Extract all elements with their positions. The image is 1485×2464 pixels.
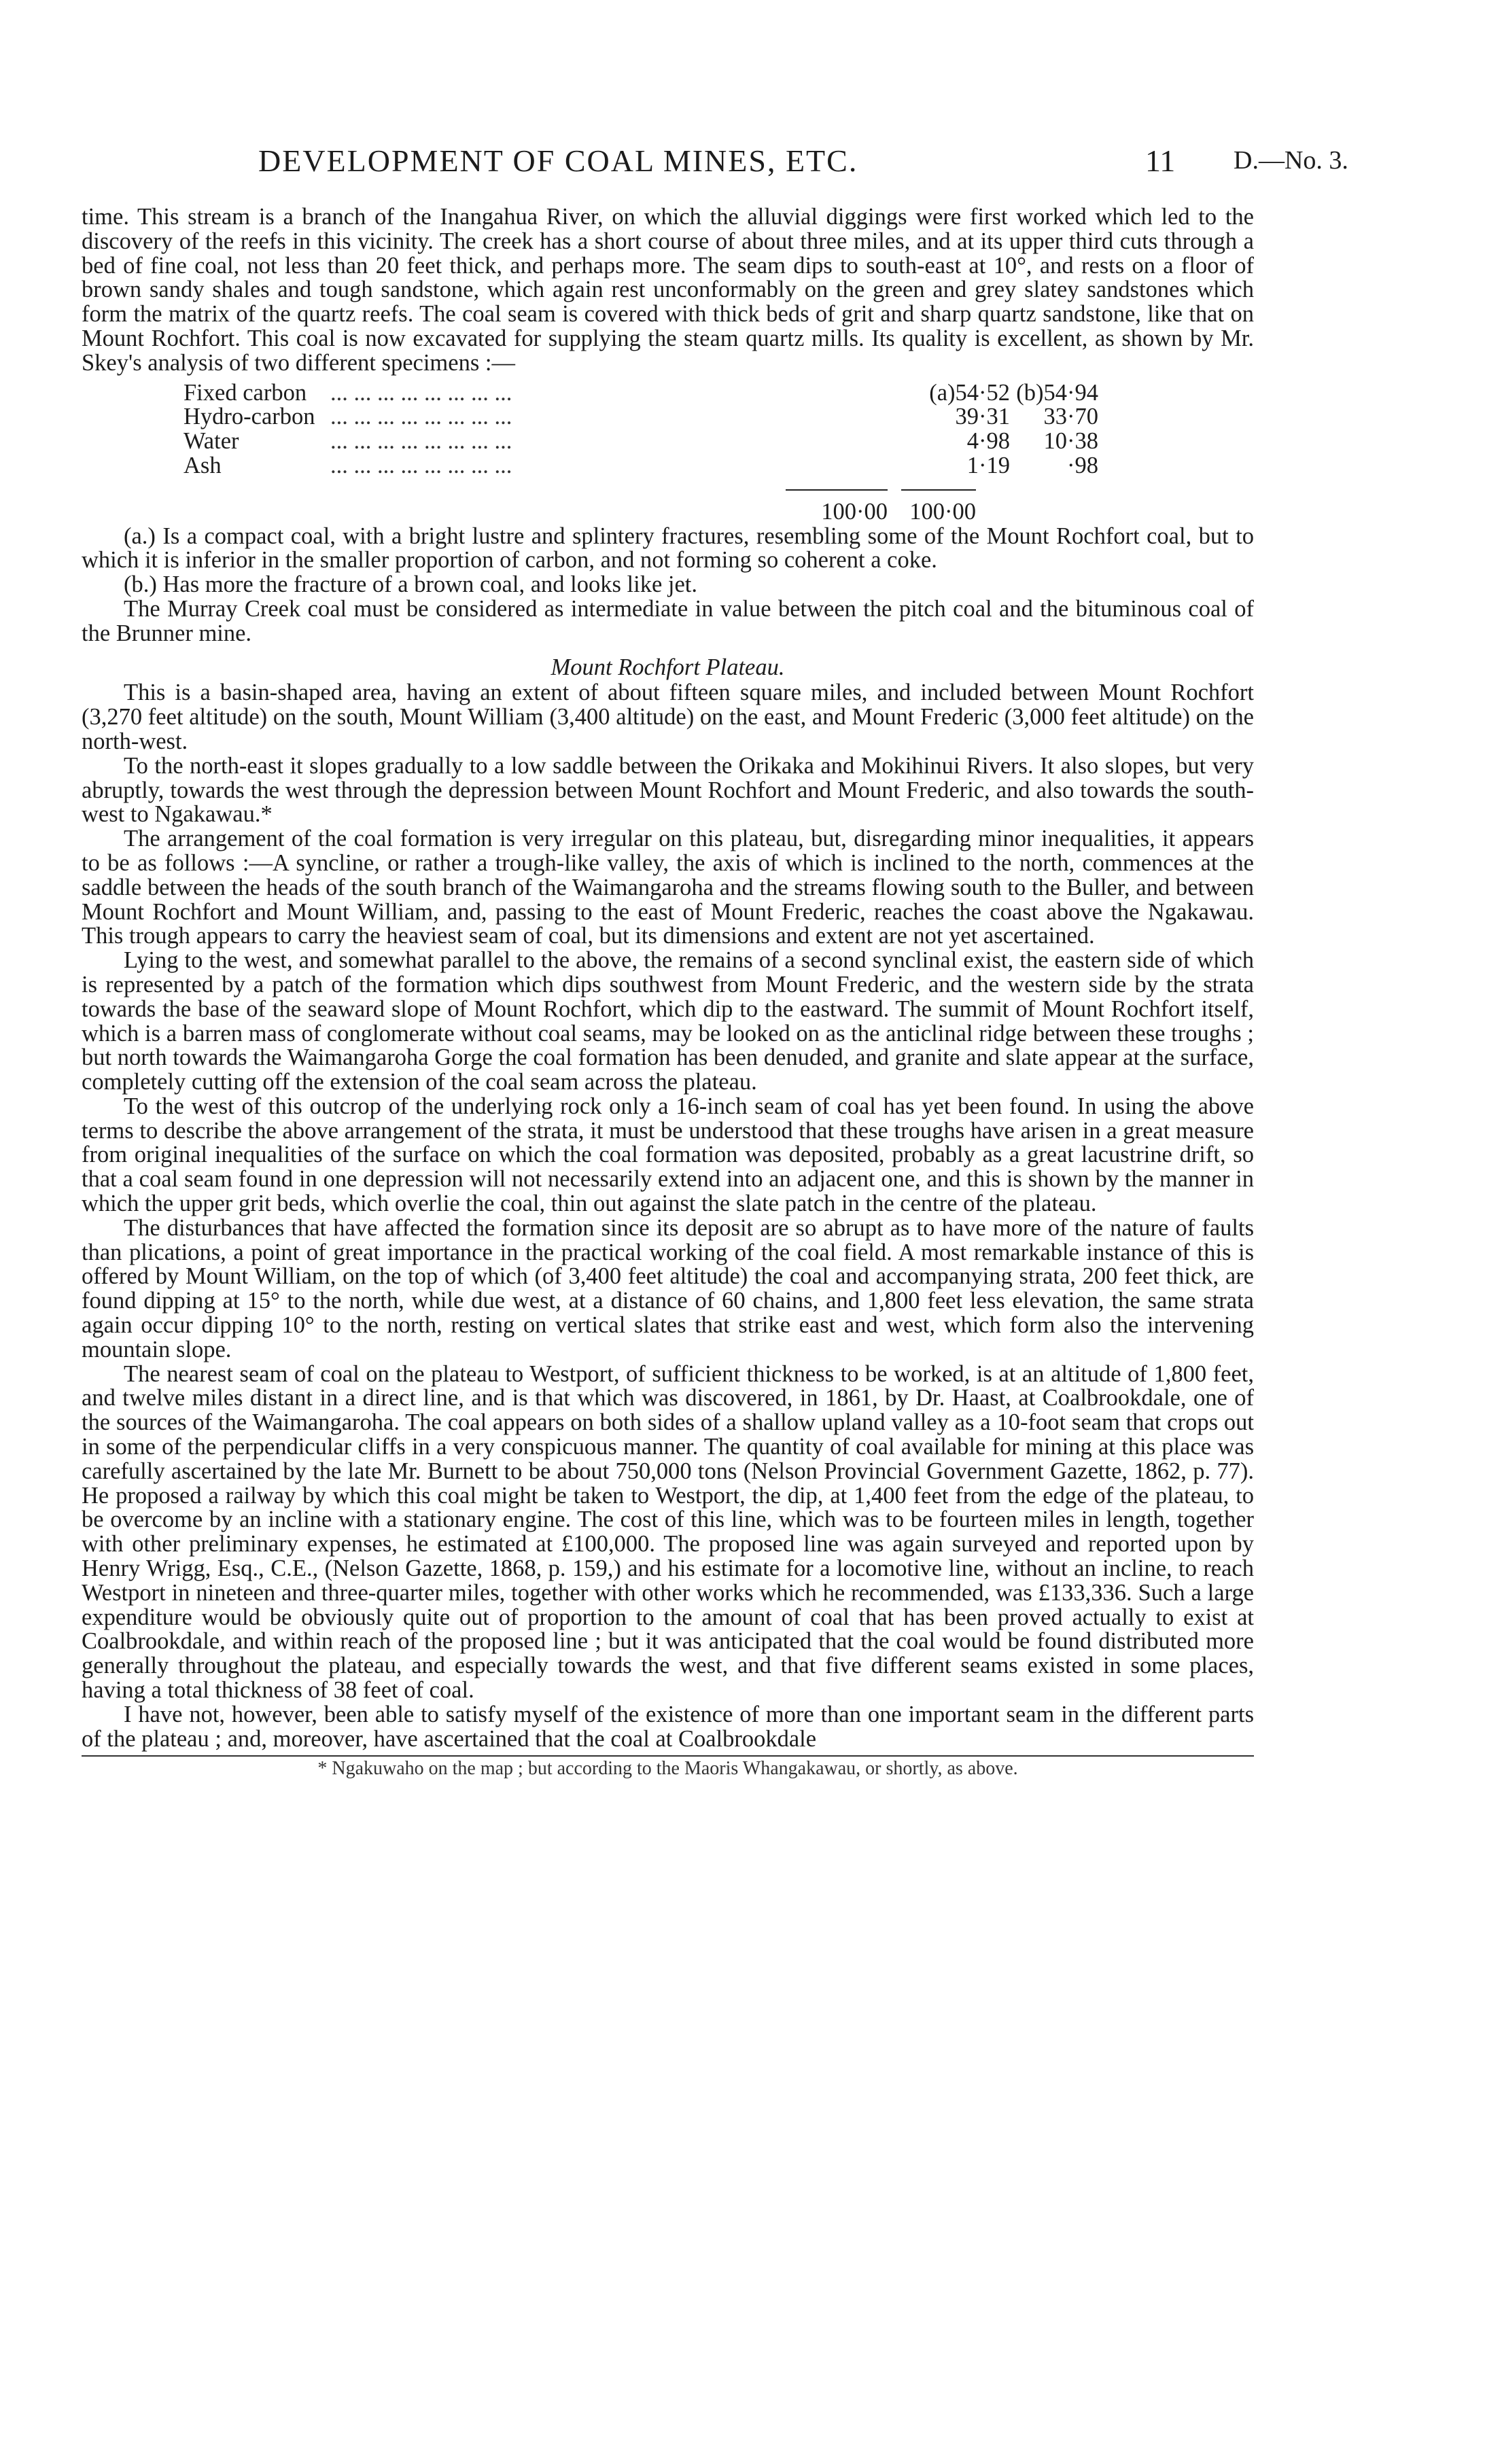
- paragraph: The arrangement of the coal formation is very irregular on this plateau, but, disregarding minor inequalities, it appears to be as follows :—A syncline, or rather a trough-like valley, the axis of which is inclined to the north, commences at the saddle between the heads of the south branch of the Waimangaroha and the streams flowing south to the Buller, and between Mount Rochfort and Mount William, and, passing to the east of Mount Frederic, reaches the coast above the Ngakawau. This trough appears to carry the heaviest seam of coal, but its dimensions and extent are not yet ascertained.: [82, 826, 1254, 949]
- paragraph: To the north-east it slopes gradually to a low saddle between the Orikaka and Mokihinui Rivers. It also slopes, but very abruptly, towards the west through the depression between Mount Rochfort and Mount Frederic, and also towards the south-west to Ngakawau.*: [82, 752, 1254, 828]
- running-head: [0, 143, 1400, 183]
- analysis-value-a: 39·31: [955, 404, 1010, 430]
- note-b: (b.) Has more the fracture of a brown coal, and looks like jet.: [124, 571, 697, 598]
- footnote-rule: [82, 1755, 1254, 1757]
- analysis-row: [82, 405, 1196, 429]
- page-title: DEVELOPMENT OF COAL MINES, ETC.: [258, 143, 858, 178]
- analysis-label: Hydro-carbon: [184, 404, 315, 430]
- note-a: (a.) Is a compact coal, with a bright lustre and splintery fractures, resembling some of the Mount Rochfort coal, but to which it is inferior in the smaller proportion of carbon, and not forming so coherent a coke.: [82, 523, 1254, 574]
- analysis-value-b: (b)54·94: [1016, 379, 1098, 406]
- analysis-row: [82, 429, 1196, 454]
- section-heading: Mount Rochfort Plateau.: [551, 654, 785, 680]
- analysis-total-row: [82, 500, 1196, 525]
- analysis-row: [82, 454, 1196, 478]
- analysis-value-a: 4·98: [966, 428, 1010, 455]
- analysis-label: Ash: [184, 452, 222, 478]
- leader-dots: ... ... ... ... ... ... ... ...: [330, 405, 512, 430]
- analysis-label: Water: [184, 428, 239, 455]
- page-number: 11: [1145, 143, 1176, 178]
- paragraph: This is a basin-shaped area, having an extent of about fifteen square miles, and included between Mount Rochfort (3,270 feet altitude) on the south, Mount William (3,400 altitude) on the east, and Mount Frederic (3,000 feet altitude) on the north-west.: [82, 680, 1254, 754]
- paragraph: I have not, however, been able to satisfy myself of the existence of more than one important seam in the different parts of the plateau ; and, moreover, have ascertained that the coal at Coalbrookdale: [82, 1701, 1254, 1752]
- analysis-value-b: 10·38: [1043, 428, 1098, 455]
- paragraph: Lying to the west, and somewhat parallel to the above, the remains of a second synclinal exist, the eastern side of which is represented by a patch of the formation which dips southwest from Mount Frederic, and the western side by the strata towards the base of the seaward slope of Mount Rochfort, which dip to the eastward. The summit of Mount Rochfort itself, which is a barren mass of conglomerate without coal seams, may be looked on as the anticlinal ridge between these troughs ; but north towards the Waimangaroha Gorge the coal formation has been denuded, and granite and slate appear at the surface, completely cutting off the extension of the coal seam across the plateau.: [82, 947, 1254, 1095]
- document-code: D.—No. 3.: [1234, 146, 1348, 175]
- coal-analysis-table: [82, 381, 1196, 525]
- paragraph: The disturbances that have affected the formation since its deposit are so abrupt as to have more of the nature of faults than plications, a point of great importance in the practical working of the coal field. A most remarkable instance of this is offered by Mount William, on the top of which (of 3,400 feet altitude) the coal and accompanying strata, 200 feet thick, are found dipping at 15° to the north, while due west, at a distance of 60 chains, and 1,800 feet less elevation, the same strata again occur dipping 10° to the north, resting on vertical slates that strike east and west, which form also the intervening mountain slope.: [82, 1214, 1254, 1362]
- leader-dots: ... ... ... ... ... ... ... ...: [330, 381, 512, 406]
- analysis-total-a: 100·00: [821, 498, 888, 525]
- analysis-label: Fixed carbon: [184, 379, 307, 406]
- paragraph-murray: The Murray Creek coal must be considered as intermediate in value between the pitch coal and the bituminous coal of the Brunner mine.: [82, 595, 1254, 646]
- analysis-rule-row: [82, 478, 1196, 491]
- paragraph: The nearest seam of coal on the plateau to Westport, of sufficient thickness to be worked, is at an altitude of 1,800 feet, and twelve miles distant in a direct line, and is that which was discovered, in 1861, by Dr. Haast, at Coalbrookdale, one of the sources of the Waimangaroha. The coal appears on both sides of a shallow upland valley as a 10-foot seam that crops out in some of the perpendicular cliffs in a very conspicuous manner. The quantity of coal available for mining at this place was carefully ascertained by the late Mr. Burnett to be about 750,000 tons (Nelson Provincial Government Gazette, 1862, p. 77). He proposed a railway by which this coal might be taken to Westport, the dip, at 1,400 feet from the edge of the plateau, to be overcome by an incline with a stationary engine. The cost of this line, which was to be fourteen miles in length, together with other preliminary expenses, he estimated at £100,000. The proposed line was again surveyed and reported upon by Henry Wrigg, Esq., C.E., (Nelson Gazette, 1868, p. 159,) and his estimate for a locomotive line, without an incline, to reach Westport in nineteen and three-quarter miles, together with other works which he recommended, was £133,336. Such a large expenditure would be obviously quite out of proportion to the amount of coal that has been proved actually to exist at Coalbrookdale, and within reach of the proposed line ; but it was anticipated that the coal would be found distributed more generally throughout the plateau, and especially towards the west, and that five different seams existed in some places, having a total thickness of 38 feet of coal.: [82, 1360, 1254, 1704]
- total-rule: [786, 489, 888, 491]
- paragraph: To the west of this outcrop of the underlying rock only a 16-inch seam of coal has yet been found. In using the above terms to describe the above arrangement of the strata, it must be understood that these troughs have arisen in a great measure from original inequalities of the surface on which the coal formation was deposited, probably as a great lacustrine drift, so that a coal seam found in one depression will not necessarily extend into an adjacent one, and this is shown by the manner in which the upper grit beds, which overlie the coal, thin out against the slate patch in the centre of the plateau.: [82, 1093, 1254, 1217]
- analysis-total-b: 100·00: [909, 498, 976, 525]
- article-body: [82, 205, 1254, 1780]
- footnote: * Ngakuwaho on the map ; but according to the Maoris Whangakawau, or shortly, as above.: [317, 1758, 1018, 1780]
- leader-dots: ... ... ... ... ... ... ... ...: [330, 453, 512, 478]
- analysis-value-a: 1·19: [966, 452, 1010, 478]
- paragraph-intro: time. This stream is a branch of the Inangahua River, on which the alluvial diggings were first worked which led to the discovery of the reefs in this vicinity. The creek has a short course of about three miles, and at its upper third cuts through a bed of fine coal, not less than 20 feet thick, and perhaps more. The seam dips to south-east at 10°, and rests on a floor of brown sandy shales and tough sandstone, which again rest unconformably on the green and grey slatey sandstones which form the matrix of the quartz reefs. The coal seam is covered with thick beds of grit and sharp quartz sandstone, like that on Mount Rochfort. This coal is now excavated for supplying the steam quartz mills. Its quality is excellent, as shown by Mr. Skey's analysis of two different specimens :—: [82, 204, 1254, 376]
- total-rule: [901, 489, 976, 491]
- analysis-value-b: 33·70: [1043, 404, 1098, 430]
- analysis-value-b: ·98: [1067, 452, 1098, 478]
- analysis-row: [82, 381, 1196, 406]
- analysis-value-a: (a)54·52: [929, 379, 1010, 406]
- leader-dots: ... ... ... ... ... ... ... ...: [330, 429, 512, 454]
